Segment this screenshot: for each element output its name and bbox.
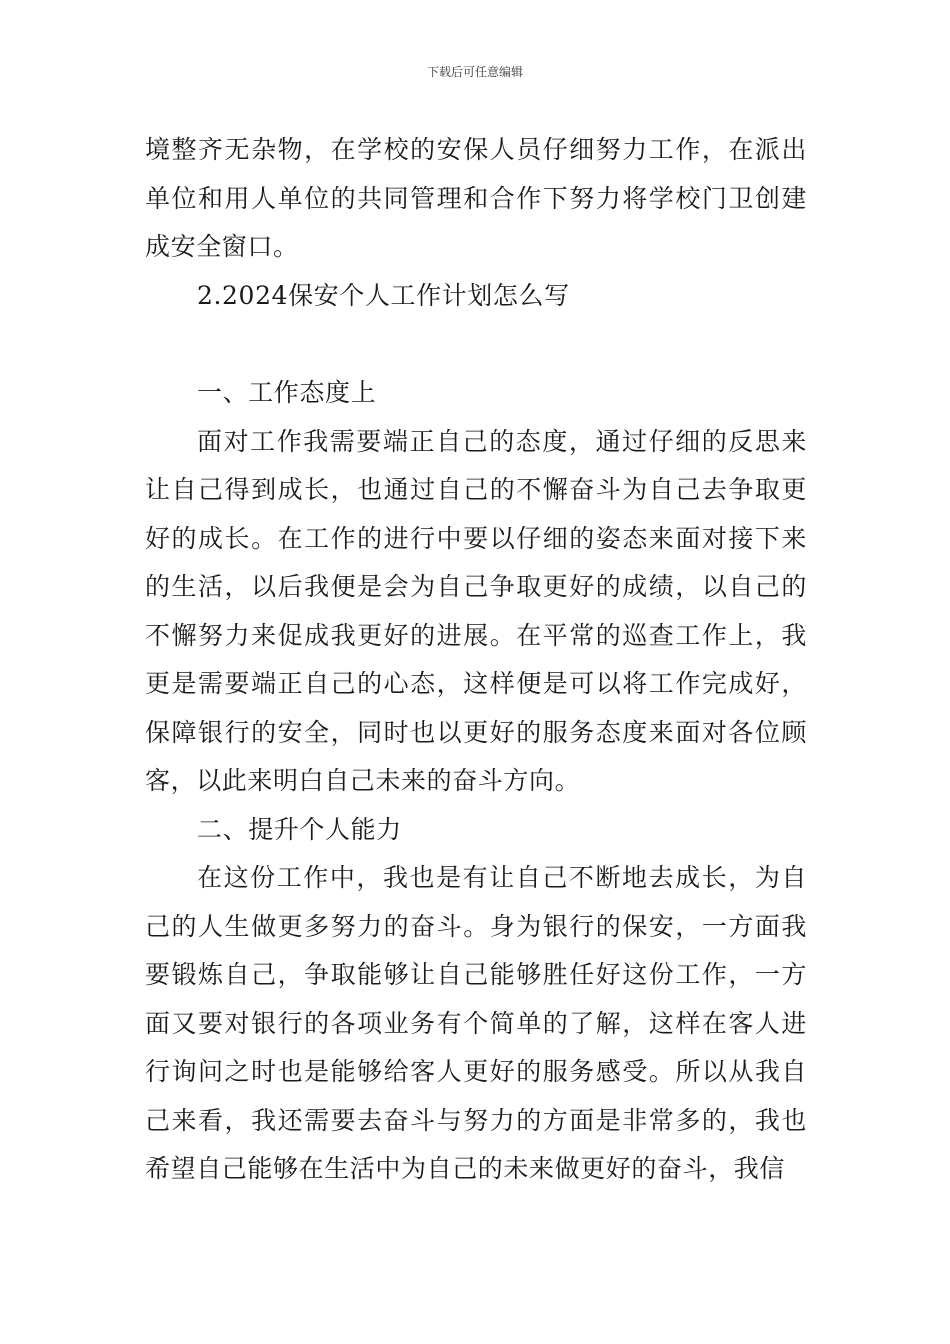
blank-line (145, 320, 807, 369)
paragraph-work-attitude: 面对工作我需要端正自己的态度，通过仔细的反思来让自己得到成长，也通过自己的不懈奋斗为自己去争取更好的成长。在工作的进行中要以仔细的姿态来面对接下来的生活，以后我便是会为自己争取更好的成绩，以自己的不懈努力来促成我更好的进展。在平常的巡查工作上，我更是需要端正自己的心态，这样便是可以将工作完成好，保障银行的安全，同时也以更好的服务态度来面对各位顾客，以此来明白自己未来的奋斗方向。 (145, 426, 807, 795)
paragraph-improve-ability: 在这份工作中，我也是有让自己不断地去成长，为自己的人生做更多努力的奋斗。身为银行的保安，一方面我要锻炼自己，争取能够让自己能够胜任好这份工作，一方面又要对银行的各项业务有个简单的了解，这样在客人进行询问之时也是能够给客人更好的服务感受。所以从我自己来看，我还需要去奋斗与努力的方面是非常多的，我也希望自己能够在生活中为自己的未来做更好的奋斗，我信 (145, 863, 807, 1183)
paragraph-continuation: 境整齐无杂物，在学校的安保人员仔细努力工作，在派出单位和用人单位的共同管理和合作下努力将学校门卫创建成安全窗口。 (145, 135, 807, 261)
document-body (145, 126, 807, 1194)
page-header-note: 下载后可任意编辑 (426, 65, 523, 79)
section-heading-plan: 2.2024保安个人工作计划怎么写 (197, 280, 570, 310)
subheading-work-attitude: 一、工作态度上 (197, 378, 377, 407)
subheading-improve-ability: 二、提升个人能力 (197, 814, 402, 844)
